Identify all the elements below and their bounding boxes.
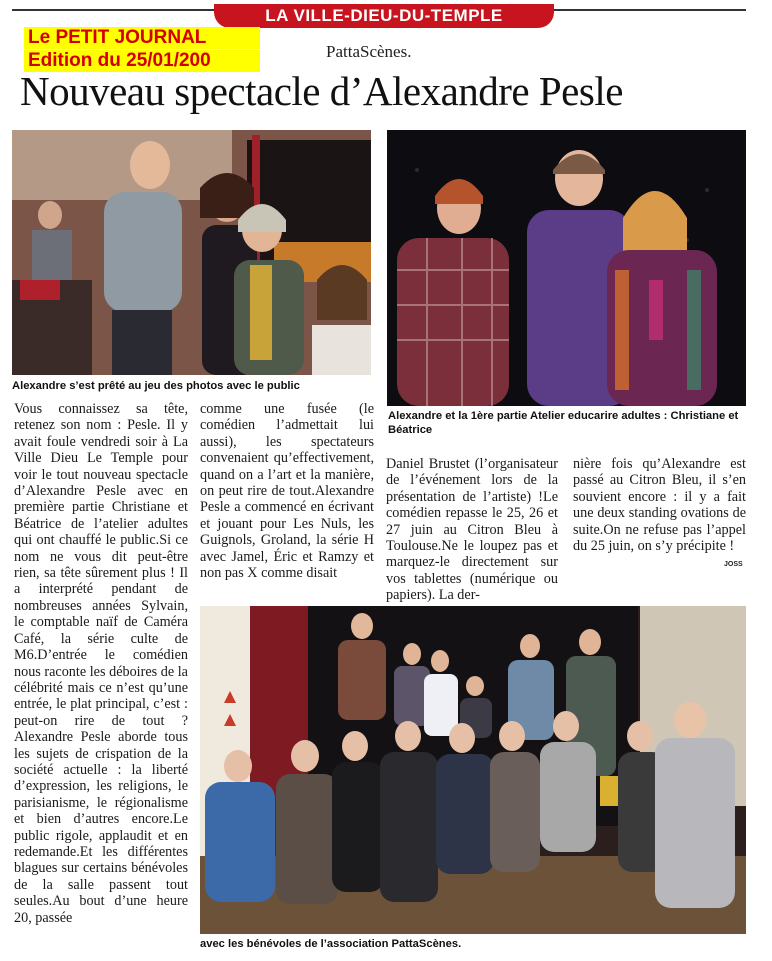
article-kicker: PattaScènes. <box>326 42 412 61</box>
photo1-caption: Alexandre s’est prêté au jeu des photos avec le public <box>12 380 300 392</box>
photo-group-volunteers <box>200 606 746 934</box>
photo-alexandre-with-public <box>12 130 371 375</box>
article-column-3: Daniel Brustet (l’organisateur de l’événement lors de la présentation de l’artiste) !Le comédien repasse le 25, 26 et 27 juin au Citron Bleu à Toulouse.Ne le loupez pas et marquez-le directement sur vos tablettes (numérique ou papiers). La der- <box>386 456 558 604</box>
town-banner: LA VILLE-DIEU-DU-TEMPLE <box>214 4 554 28</box>
photo-alexandre-christiane-beatrice <box>387 130 746 406</box>
edition-stamp-title: Le PETIT JOURNAL <box>24 27 260 49</box>
article-column-4: nière fois qu’Alexandre est passé au Citron Bleu, il s’en souvient encore : il y a fait une deux standing ovations de suite.On ne refuse pas l’appel du 25 juin, on s’y précipite ! <box>573 456 746 555</box>
article-headline: Nouveau spectacle d’Alexandre Pesle <box>20 68 623 114</box>
edition-stamp-date: Edition du 25/01/200 <box>24 50 260 72</box>
article-column-2: comme une fusée (le comédien l’admettait lui aussi), les spectateurs convenaient qu’effectivement, quand on a l’art et la manière, on peut rire de tout.Alexandre Pesle a commencé en écrivant et jouant pour Les Nuls, les Guignols, Groland, la série H avec Jamel, Éric et Ramzy et non pas X comme disait <box>200 401 374 582</box>
photo3-caption: avec les bénévoles de l’association PattaScènes. <box>200 938 462 950</box>
article-column-1: Vous connaissez sa tête, retenez son nom : Pesle. Il y avait foule vendredi soir à La Ville Dieu Le Temple pour voir le tout nouveau spectacle d’Alexandre Pesle avec en première partie Christiane et Béatrice de l’atelier adultes qui ont chauffé le public.Si ce nom ne vous dit peut-être rien, sa tête sûrement plus ! Il a interprété pendant de nombreuses années Sylvain, le comptable naïf de Caméra Café, la série culte de M6.D’entrée le comédien nous raconte les déboires de la célébrité mais ce n’est qu’une entrée, le plat principal, c’est : peut-on rire de tout ?Alexandre Pesle aborde tous les sujets de crispation de la société actuelle : la liberté d’expression, les religions, le parisianisme, le régionalisme et bien d’autres encore.Le public rigole, applaudit et en redemande.Et les différentes blagues sur certains bénévoles de la salle passent tout seules.Au bout d’une heure 20, passée <box>14 401 188 926</box>
photo2-caption: Alexandre et la 1ère partie Atelier educarire adultes : Christiane et Béatrice <box>388 410 739 436</box>
author-signature: JOSS <box>724 561 743 568</box>
